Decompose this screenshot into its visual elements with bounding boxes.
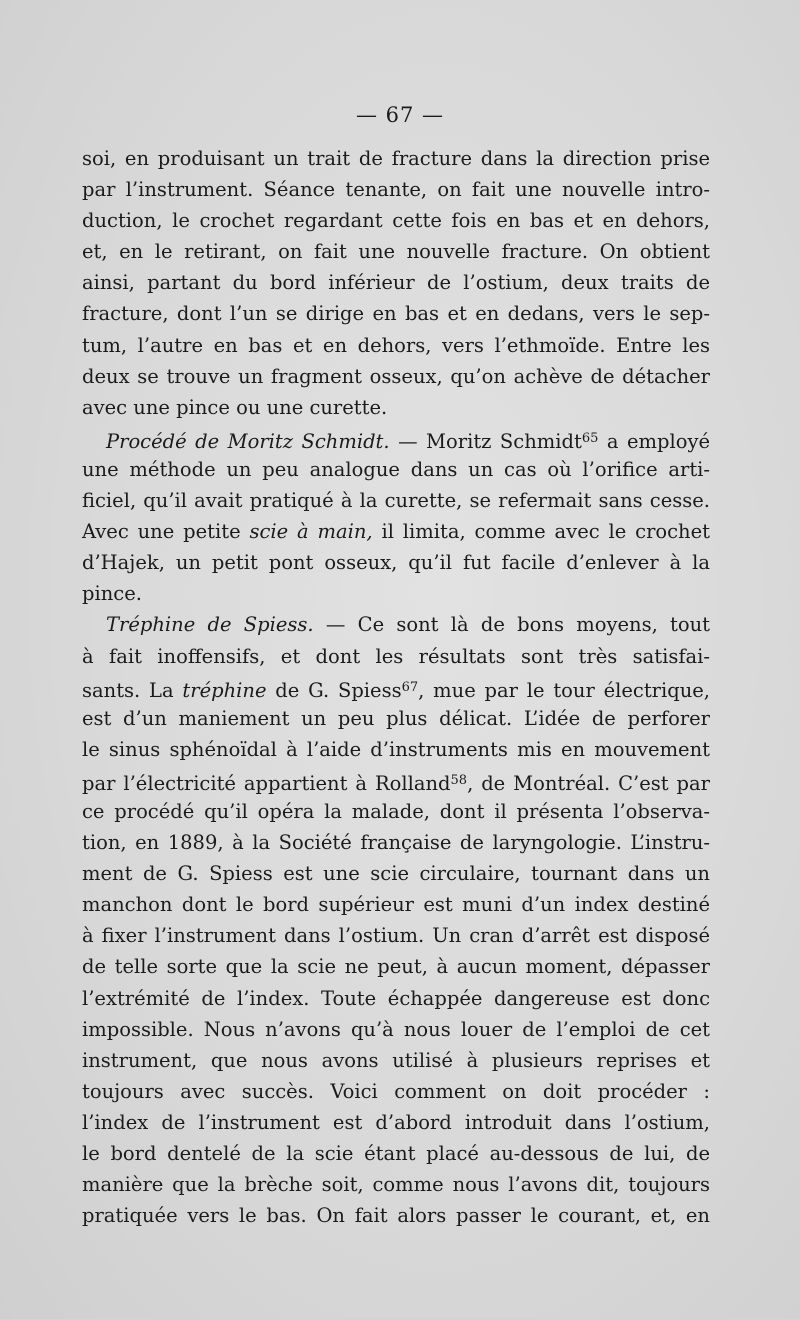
text-segment: ment de G. Spiess est une scie circulaire, tournant dans un xyxy=(82,862,710,886)
text-segment: le bord dentelé de la scie étant placé au-dessous de lui, de xyxy=(82,1142,710,1165)
text-segment: tion, en 1889, à la Société française de laryngologie. L’instru- xyxy=(82,831,710,855)
text-segment: toujours avec succès. Voici comment on doit procéder : xyxy=(82,1079,710,1103)
text-segment: — Ce sont là de bons moyens, tout xyxy=(313,613,710,637)
text-segment: — Moritz Schmidt xyxy=(389,429,582,453)
italic-text: Tréphine de Spiess. xyxy=(106,613,314,637)
text-segment: par l’instrument. Séance tenante, on fait une nouvelle intro- xyxy=(82,178,710,202)
text-segment: a employé xyxy=(598,429,710,453)
text-segment: ainsi, partant du bord inférieur de l’ostium, deux traits de xyxy=(82,271,710,295)
text-segment: d’Hajek, un petit pont osseux, qu’il fut facile d’enlever à la xyxy=(82,551,710,575)
text-line xyxy=(82,703,710,734)
text-segment: une méthode un peu analogue dans un cas où l’orifice arti- xyxy=(82,457,710,481)
text-line xyxy=(82,1014,710,1045)
text-line xyxy=(82,1200,710,1231)
text-segment: soi, en produisant un trait de fracture dans la direction prise xyxy=(82,147,710,170)
text-segment: deux se trouve un fragment osseux, qu’on achève de détacher xyxy=(82,364,710,388)
text-line xyxy=(82,454,710,485)
text-line xyxy=(82,672,710,703)
text-segment: le sinus sphénoïdal à l’aide d’instruments mis en mouvement xyxy=(82,737,710,761)
text-line xyxy=(82,1076,710,1107)
footnote-reference: 67 xyxy=(401,679,419,695)
text-line xyxy=(82,330,710,361)
body-text xyxy=(82,143,710,1231)
page-number: — 67 — xyxy=(355,103,445,127)
text-segment: ficiel, qu’il avait pratiqué à la curette, se refermait sans cesse. xyxy=(82,489,710,513)
text-line xyxy=(82,298,710,329)
text-segment: l’extrémité de l’index. Toute échappée dangereuse est donc xyxy=(82,986,710,1010)
text-line xyxy=(82,205,710,236)
text-line xyxy=(82,641,710,672)
text-segment: instrument, que nous avons utilisé à plusieurs reprises et xyxy=(82,1048,710,1072)
text-segment: est d’un maniement un peu plus délicat. L’idée de perforer xyxy=(82,706,710,730)
text-segment: manière que la brèche soit, comme nous l’avons dit, toujours xyxy=(82,1173,710,1197)
text-line xyxy=(82,361,710,392)
text-segment: sants. La xyxy=(82,678,183,702)
text-line xyxy=(82,609,710,640)
footnote-reference: 58 xyxy=(450,772,468,788)
text-segment: par l’électricité appartient à Rolland xyxy=(82,771,451,795)
text-line xyxy=(82,734,710,765)
text-line xyxy=(82,1045,710,1076)
text-line xyxy=(82,174,710,205)
text-segment: tum, l’autre en bas et en dehors, vers l’ethmoïde. Entre les xyxy=(82,333,710,357)
text-segment: impossible. Nous n’avons qu’à nous louer de l’emploi de cet xyxy=(82,1017,710,1041)
text-segment: pince. xyxy=(82,582,142,606)
text-line xyxy=(82,796,710,827)
text-segment: pratiquée vers le bas. On fait alors passer le courant, et, en xyxy=(82,1204,710,1228)
text-segment: à fixer l’instrument dans l’ostium. Un cran d’arrêt est disposé xyxy=(82,924,710,948)
text-segment: ce procédé qu’il opéra la malade, dont il présenta l’observa- xyxy=(82,799,710,823)
italic-text: scie à main, xyxy=(249,520,373,544)
text-segment: duction, le crochet regardant cette fois en bas et en dehors, xyxy=(82,209,710,233)
text-line xyxy=(82,547,710,578)
text-line xyxy=(82,267,710,298)
text-segment: manchon dont le bord supérieur est muni d’un index destiné xyxy=(82,893,710,917)
text-line xyxy=(82,827,710,858)
text-segment: , de Montréal. C’est par xyxy=(467,771,710,795)
text-segment: de G. Spiess xyxy=(266,678,402,702)
footnote-reference: 65 xyxy=(581,430,599,446)
text-line xyxy=(82,485,710,516)
text-line xyxy=(82,920,710,951)
text-segment: de telle sorte que la scie ne peut, à aucun moment, dépasser xyxy=(82,955,710,979)
text-segment: à fait inoffensifs, et dont les résultats sont très satisfai- xyxy=(82,644,710,668)
italic-text: Procédé de Moritz Schmidt. xyxy=(106,429,390,453)
text-line xyxy=(82,951,710,982)
text-line xyxy=(82,1138,710,1169)
text-line xyxy=(82,516,710,547)
text-segment: l’index de l’instrument est d’abord introduit dans l’ostium, xyxy=(82,1110,710,1134)
text-segment: , mue par le tour électrique, xyxy=(418,678,710,702)
text-line xyxy=(82,392,710,423)
text-line xyxy=(82,858,710,889)
text-line xyxy=(82,423,710,454)
text-segment: il limita, comme avec le crochet xyxy=(372,520,710,544)
text-line xyxy=(82,983,710,1014)
text-segment: et, en le retirant, on fait une nouvelle fracture. On obtient xyxy=(82,240,710,264)
text-line xyxy=(82,236,710,267)
text-line xyxy=(82,1107,710,1138)
text-line xyxy=(82,143,710,174)
text-segment: Avec une petite xyxy=(82,520,250,544)
text-line xyxy=(82,889,710,920)
text-line xyxy=(82,578,710,609)
italic-text: tréphine xyxy=(182,678,267,702)
text-segment: avec une pince ou une curette. xyxy=(82,395,388,419)
text-line xyxy=(82,765,710,796)
text-line xyxy=(82,1169,710,1200)
text-segment: fracture, dont l’un se dirige en bas et en dedans, vers le sep- xyxy=(82,302,710,326)
